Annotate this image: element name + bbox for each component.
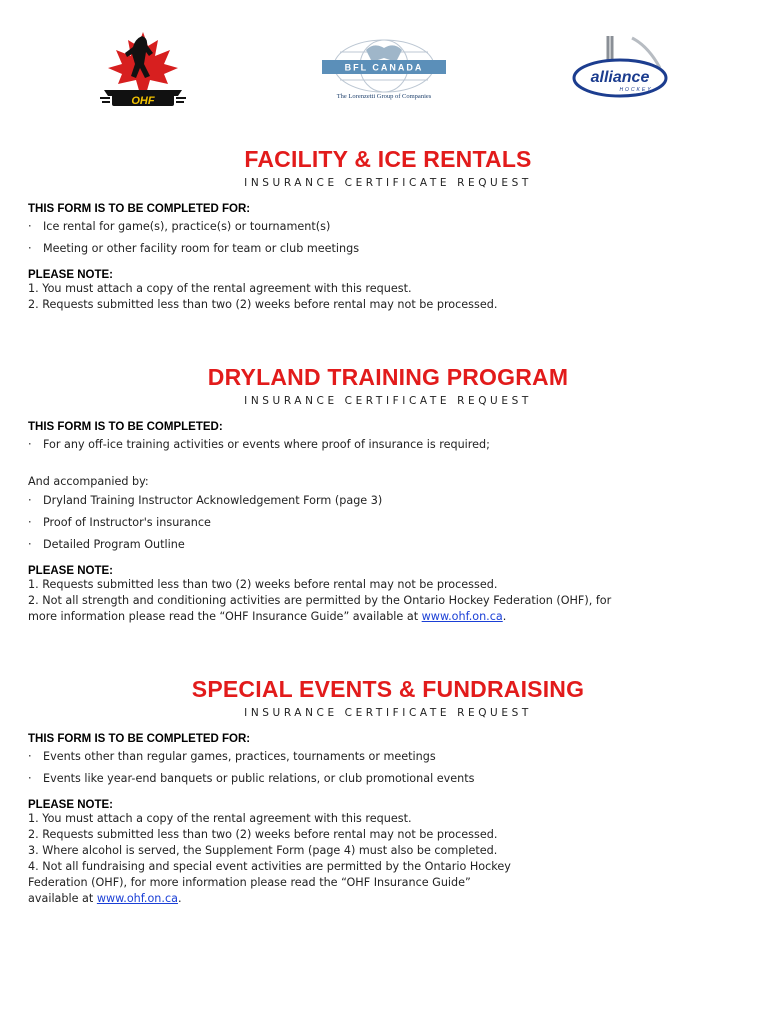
dryland-section — [28, 364, 748, 625]
section-heading: THIS FORM IS TO BE COMPLETED: — [28, 421, 223, 433]
ohf-logo-icon — [98, 28, 188, 108]
note-line: 2. Not all strength and conditioning activities are permitted by the Ontario Hockey Federation (OHF), for — [28, 594, 612, 607]
alliance-logo-text: alliance — [590, 69, 650, 86]
list-item: · For any off-ice training activities or events where proof of insurance is required; — [28, 438, 490, 451]
note-line: Federation (OHF), for more information please read the “OHF Insurance Guide” — [28, 876, 471, 889]
facility-section — [28, 146, 748, 313]
section-heading: THIS FORM IS TO BE COMPLETED FOR: — [28, 203, 251, 215]
bfl-logo-text: BFL CANADA — [344, 62, 424, 73]
section-title: FACILITY & ICE RENTALS — [244, 146, 532, 172]
section-subtitle: INSURANCE CERTIFICATE REQUEST — [244, 707, 532, 719]
list-item: · Events like year-end banquets or public relations, or club promotional events — [28, 772, 475, 785]
note-line: more information please read the “OHF Insurance Guide” available at www.ohf.on.ca. — [28, 610, 507, 623]
ohf-website-link[interactable]: www.ohf.on.ca — [421, 610, 503, 623]
list-item: · Detailed Program Outline — [28, 538, 185, 551]
bullet-list — [28, 216, 748, 260]
note-heading: PLEASE NOTE: — [28, 799, 113, 811]
bfl-canada-logo-icon — [314, 36, 454, 106]
bullet-list — [28, 746, 748, 790]
note-line: 1. You must attach a copy of the rental agreement with this request. — [28, 282, 412, 295]
section-title: DRYLAND TRAINING PROGRAM — [207, 364, 569, 390]
note-line: 2. Requests submitted less than two (2) weeks before rental may not be processed. — [28, 298, 498, 311]
note-line: 3. Where alcohol is served, the Supplement Form (page 4) must also be completed. — [28, 844, 498, 857]
accompanied-label: And accompanied by: — [28, 475, 149, 488]
note-line: 1. You must attach a copy of the rental agreement with this request. — [28, 812, 412, 825]
note-line: available at www.ohf.on.ca. — [28, 892, 182, 905]
ohf-logo-text: OHF — [131, 95, 155, 107]
section-subtitle: INSURANCE CERTIFICATE REQUEST — [244, 177, 532, 189]
section-subtitle: INSURANCE CERTIFICATE REQUEST — [244, 395, 532, 407]
bfl-logo-tagline: The Lorenzetti Group of Companies — [336, 93, 432, 100]
list-item: · Events other than regular games, practices, tournaments or meetings — [28, 750, 436, 763]
section-heading: THIS FORM IS TO BE COMPLETED FOR: — [28, 733, 251, 745]
special-events-section — [28, 676, 748, 907]
note-line: 1. Requests submitted less than two (2) weeks before rental may not be processed. — [28, 578, 498, 591]
note-heading: PLEASE NOTE: — [28, 565, 113, 577]
accompanied-list — [28, 490, 748, 556]
note-heading: PLEASE NOTE: — [28, 269, 113, 281]
ohf-website-link[interactable]: www.ohf.on.ca — [96, 892, 178, 905]
logo-bar — [0, 22, 770, 112]
list-item: · Dryland Training Instructor Acknowledgement Form (page 3) — [28, 494, 383, 507]
note-line: 4. Not all fundraising and special event activities are permitted by the Ontario Hockey — [28, 860, 511, 873]
section-title: SPECIAL EVENTS & FUNDRAISING — [191, 676, 585, 702]
list-item: · Ice rental for game(s), practice(s) or tournament(s) — [28, 220, 331, 233]
list-item: · Meeting or other facility room for team or club meetings — [28, 242, 360, 255]
list-item: · Proof of Instructor's insurance — [28, 516, 211, 529]
note-line: 2. Requests submitted less than two (2) weeks before rental may not be processed. — [28, 828, 498, 841]
alliance-hockey-logo-icon — [568, 34, 672, 104]
bullet-list — [28, 434, 748, 456]
alliance-logo-sub: HOCKEY — [619, 87, 653, 93]
